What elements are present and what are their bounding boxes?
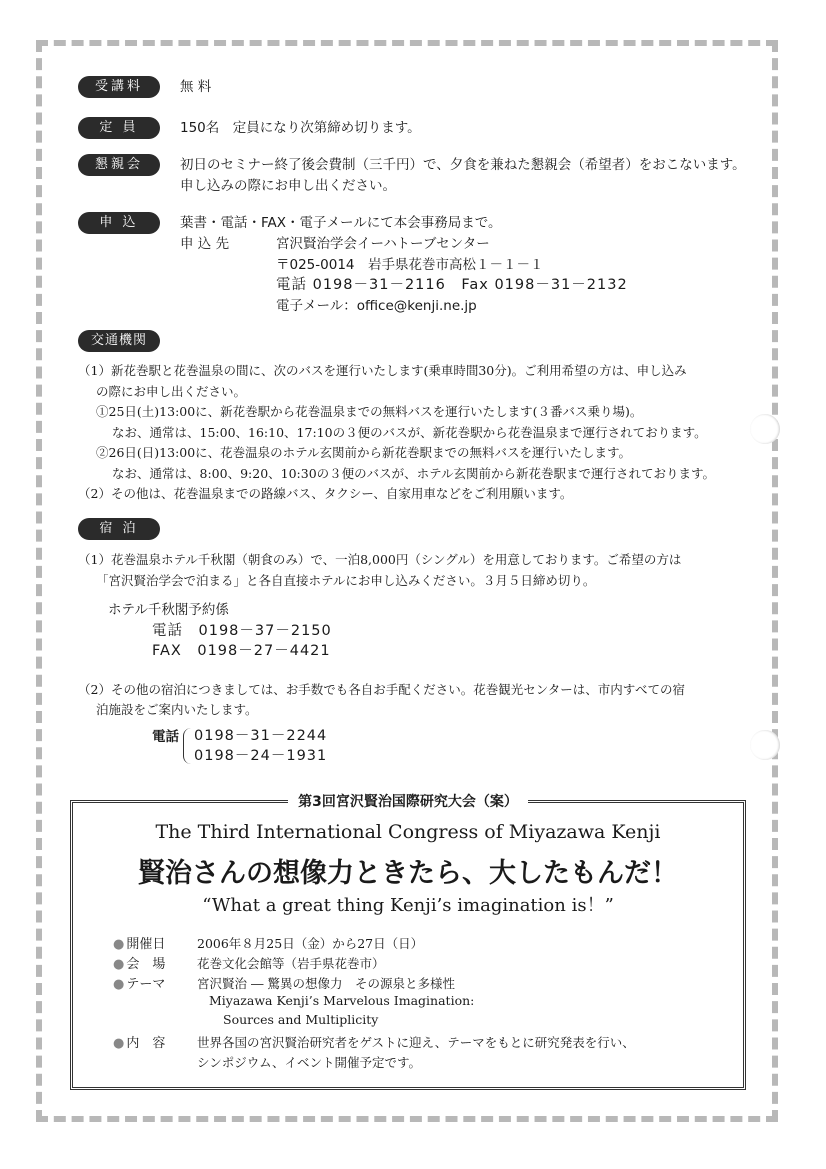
transport-line-7: （2）その他は、花巻温泉までの路線バス、タクシー、自家用車などをご利用願います。 — [78, 486, 573, 501]
congress-quote: “What a great thing Kenji’s imagination is！” — [202, 895, 614, 916]
venue-value: 花巻文化会館等（岩手県花巻市） — [197, 956, 385, 971]
application-dest-name: 宮沢賢治学会イーハトーブセンター — [276, 236, 490, 252]
theme-value: 宮沢賢治 ― 驚異の想像力 その源泉と多様性 — [197, 976, 455, 991]
lodging-other-line-1: （2）その他の宿泊につきましては、お手数でも各自お手配ください。花巻観光センターは、市内すべての宿 — [78, 682, 685, 697]
capacity-label: 定 員 — [78, 117, 160, 139]
application-line-1: 葉書・電話・FAX・電子メールにて本会事務局まで。 — [180, 215, 502, 231]
application-dest-label: 申 込 先 — [180, 236, 230, 252]
transport-label: 交通機関 — [78, 330, 160, 352]
bullet-icon: ● — [113, 977, 125, 992]
theme-en-line-2: Sources and Multiplicity — [223, 1012, 379, 1027]
date-value: 2006年８月25日（金）から27日（日） — [197, 936, 424, 951]
reception-label: 懇親会 — [78, 154, 160, 176]
theme-en-line-1: Miyazawa Kenji’s Marvelous Imagination: — [209, 993, 475, 1008]
bullet-icon: ● — [113, 1036, 125, 1051]
center-phone-label: 電話 — [152, 729, 179, 745]
lodging-line-1: （1）花巻温泉ホテル千秋閣（朝食のみ）で、一泊8,000円（シングル）を用意しております。ご希望の方は — [78, 552, 682, 567]
fee-value: 無 料 — [180, 79, 212, 95]
bullet-icon: ● — [113, 937, 125, 952]
congress-box — [70, 794, 746, 1090]
content-label: ● 内 容 — [113, 1036, 166, 1051]
venue-label: ● 会 場 — [113, 957, 166, 972]
center-phone-2: 0198－24－1931 — [194, 748, 328, 764]
application-label: 申 込 — [78, 212, 160, 234]
punch-hole-bottom — [750, 730, 780, 760]
punch-hole-top — [750, 414, 780, 444]
transport-line-5: ②26日(日)13:00に、花巻温泉のホテル玄関前から新花巻駅までの無料バスを運行いたします。 — [96, 445, 632, 460]
congress-heading — [73, 791, 743, 811]
congress-title-en: The Third International Congress of Miyazawa Kenji — [155, 821, 661, 843]
transport-line-4: なお、通常は、15:00、16:10、17:10の３便のバスが、新花巻駅から花巻温泉まで運行されております。 — [112, 425, 707, 440]
content-line-1: 世界各国の宮沢賢治研究者をゲストに迎え、テーマをもとに研究発表を行い、 — [197, 1035, 635, 1050]
content-line-2: シンポジウム、イベント開催予定です。 — [197, 1055, 421, 1070]
congress-heading-text: 第3回宮沢賢治国際研究大会（案） — [288, 794, 528, 810]
transport-line-1: （1）新花巻駅と花巻温泉の間に、次のバスを運行いたします(乗車時間30分)。ご利用希望の方は、申し込み — [78, 363, 687, 378]
transport-line-3: ①25日(土)13:00に、新花巻駅から花巻温泉までの無料バスを運行いたします(３番バス乗り場)。 — [96, 404, 643, 419]
center-phone-1: 0198－31－2244 — [194, 728, 328, 744]
date-label: ● 開催日 — [113, 937, 166, 952]
transport-line-6: なお、通常は、8:00、9:20、10:30の３便のバスが、ホテル玄関前から新花巻駅まで運行されております。 — [112, 466, 716, 481]
reception-line-1: 初日のセミナー終了後会費制（三千円）で、夕食を兼ねた懇親会（希望者）をおこないます。 — [180, 157, 746, 173]
phone-brace — [183, 728, 192, 764]
lodging-line-2: 「宮沢賢治学会で泊まる」と各自直接ホテルにお申し込みください。３月５日締め切り。 — [96, 573, 596, 588]
bullet-icon: ● — [113, 957, 125, 972]
fee-label: 受講料 — [78, 76, 160, 98]
lodging-label: 宿 泊 — [78, 518, 160, 540]
hotel-fax: FAX 0198－27－4421 — [152, 643, 331, 659]
capacity-value: 150名 定員になり次第締め切ります。 — [180, 120, 421, 136]
hotel-phone: 電話 0198－37－2150 — [152, 623, 332, 639]
application-email: 電子メール：office@kenji.ne.jp — [276, 298, 477, 314]
hotel-name: ホテル千秋閣予約係 — [108, 602, 229, 618]
transport-line-2: の際にお申し出ください。 — [96, 384, 247, 399]
application-address: 〒025-0014 岩手県花巻市高松１－１－１ — [276, 257, 544, 273]
lodging-other-line-2: 泊施設をご案内いたします。 — [96, 702, 258, 717]
reception-line-2: 申し込みの際にお申し出ください。 — [180, 178, 396, 194]
application-phone-fax: 電話 0198－31－2116 Fax 0198－31－2132 — [276, 277, 628, 293]
theme-label: ● テーマ — [113, 977, 166, 992]
congress-title-jp: 賢治さんの想像力ときたら、大したもんだ！ — [138, 858, 678, 889]
